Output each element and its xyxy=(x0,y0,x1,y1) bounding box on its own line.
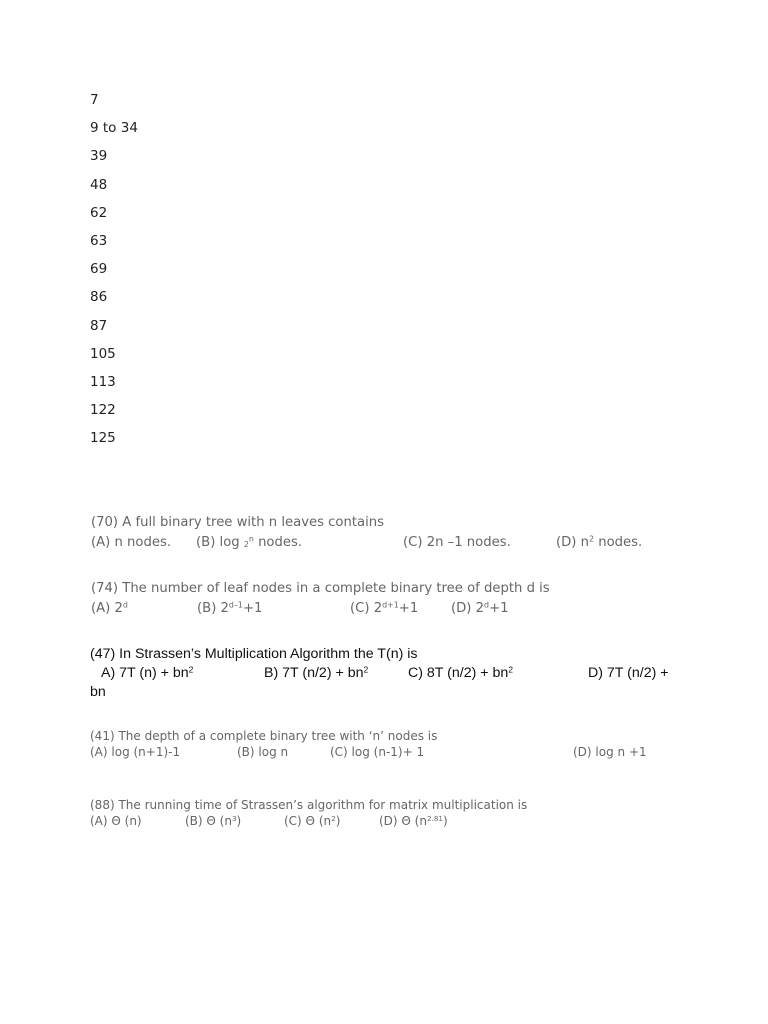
list-item: 9 to 34 xyxy=(90,120,138,137)
question-70 xyxy=(91,515,643,555)
option-a: (A) 2$^d$ xyxy=(91,600,128,616)
list-item: 39 xyxy=(90,148,108,165)
option-a: (A) log (n+1)-1 xyxy=(90,745,181,759)
option-d: D) 7T (n/2) + xyxy=(588,665,669,681)
question-text: (74) The number of leaf nodes in a complete binary tree of depth d is xyxy=(91,581,550,596)
option-b: B) 7T $(n/2) + bn^2$ xyxy=(264,664,369,681)
list-item: 113 xyxy=(90,373,116,390)
options-row xyxy=(90,814,527,830)
option-c: (C) $2^{d+1}+1$ xyxy=(350,600,419,616)
option-d: (D) Θ $(n^{2.81})$ xyxy=(379,814,448,828)
list-item: 48 xyxy=(90,176,108,193)
option-a: (A) n nodes. xyxy=(91,535,172,550)
options-row xyxy=(90,664,669,684)
list-item: 105 xyxy=(90,345,116,362)
option-b: (B) $2^{d-1}+1$ xyxy=(197,600,263,616)
option-d-continued: bn xyxy=(90,684,106,700)
option-a: A) 7T $(n) + bn^2$ xyxy=(101,664,194,681)
question-text: (88) The running time of Strassen’s algorithm for matrix multiplication is xyxy=(90,798,528,812)
list-item: 125 xyxy=(90,430,116,447)
list-item: 63 xyxy=(90,232,108,249)
list-item: 86 xyxy=(90,289,108,306)
option-d: (D) $2^d+1$ xyxy=(451,600,509,616)
option-d: (D) log n +1 xyxy=(573,745,647,759)
list-item: 87 xyxy=(90,317,108,334)
question-41 xyxy=(90,729,647,761)
question-74 xyxy=(91,581,550,621)
option-b: (B) Θ $(n^3)$ xyxy=(185,814,242,828)
option-d: (D) $n^2$ nodes. xyxy=(556,534,643,550)
list-item: 122 xyxy=(90,402,116,419)
option-b: (B) log $_2^n$ nodes. xyxy=(196,534,303,550)
options-row xyxy=(91,601,550,621)
option-c: C) 8T $(n/2) + bn^2$ xyxy=(408,664,514,681)
option-c: (C) 2n –1 nodes. xyxy=(403,535,511,550)
question-47 xyxy=(90,646,669,703)
question-text: (41) The depth of a complete binary tree with ‘n’ nodes is xyxy=(90,729,438,743)
option-a: (A) Θ (n) xyxy=(90,814,142,828)
option-c: (C) log (n-1)+ 1 xyxy=(330,745,425,759)
options-row xyxy=(91,534,643,555)
list-item: 7 xyxy=(90,92,99,108)
list-item: 62 xyxy=(90,204,108,221)
option-b: (B) log n xyxy=(237,745,289,759)
option-c: (C) Θ $(n^2)$ xyxy=(284,814,341,828)
question-text: (47) In Strassen’s Multiplication Algorithm the T(n) is xyxy=(90,646,418,662)
options-row xyxy=(90,745,647,761)
list-item: 69 xyxy=(90,261,108,278)
question-text: (70) A full binary tree with n leaves contains xyxy=(91,515,384,530)
number-list xyxy=(90,92,138,458)
question-88 xyxy=(90,798,527,830)
